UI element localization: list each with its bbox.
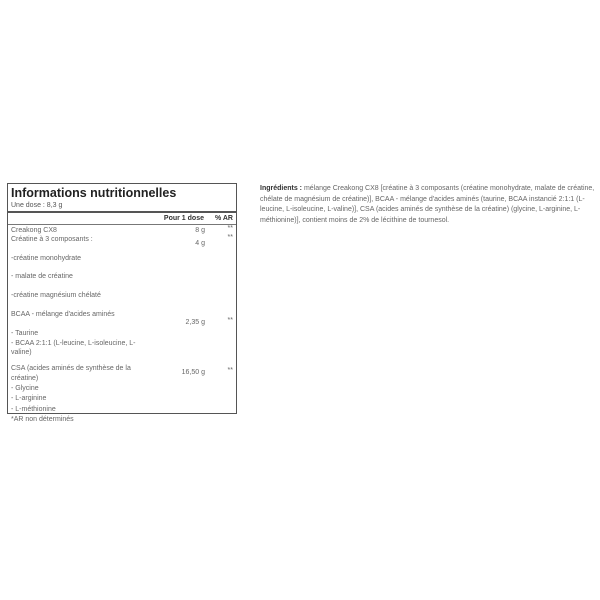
row-label: - Taurine — [11, 330, 39, 337]
row-label: - malate de créatine — [11, 273, 73, 280]
row-label: -créatine monohydrate — [11, 255, 82, 262]
row-ar: ** — [227, 225, 233, 232]
column-header-dose: Pour 1 dose — [163, 215, 204, 222]
row-label: -créatine magnésium chélaté — [11, 292, 101, 299]
row-label: Creakong CX8 — [11, 227, 57, 234]
ingredients-label: Ingrédients : — [260, 185, 303, 192]
row-label: - BCAA 2:1:1 (L-leucine, L-isoleucine, L- — [11, 340, 136, 347]
row-label: - Glycine — [11, 385, 39, 392]
row-ar: ** — [227, 317, 233, 324]
serving-size: Une dose : 8,3 g — [11, 202, 63, 209]
ingredients-text — [260, 184, 595, 226]
row-value: 4 g — [195, 240, 205, 247]
row-ar: ** — [227, 234, 233, 241]
column-divider — [8, 224, 236, 225]
row-label: CSA (acides aminés de synthèse de la — [11, 365, 131, 372]
row-value: 8 g — [195, 227, 205, 234]
ingredients-body: mélange Creakong CX8 [créatine à 3 composants (créatine monohydrate, malate de créatine, chélate de magnésium de créatine)], BCAA - mélange d'acides aminés (taurine, BCAA instancié 2:1:1 (L-leucine, L-isoleucine, L-valine)], CSA (acides aminés de synthèse de la créatine) (glycine, L-arginine, L-méthionine)], contient moins de 2% de lécithine de tournesol. — [260, 185, 595, 224]
row-label: Créatine à 3 composants : — [11, 236, 93, 243]
row-label: valine) — [11, 349, 32, 356]
row-value: 16,50 g — [181, 369, 205, 376]
footnote: *AR non déterminés — [11, 416, 74, 423]
row-ar: ** — [227, 367, 233, 374]
panel-title: Informations nutritionnelles — [11, 186, 177, 200]
column-header-ar: % AR — [214, 215, 233, 222]
row-value: 2,35 g — [185, 319, 205, 326]
row-label: créatine) — [11, 375, 39, 382]
column-header-row — [8, 213, 236, 224]
row-label: - L-méthionine — [11, 406, 56, 413]
nutrition-panel — [7, 183, 237, 423]
row-label: - L-arginine — [11, 395, 47, 402]
row-label: BCAA - mélange d'acides aminés — [11, 311, 115, 318]
